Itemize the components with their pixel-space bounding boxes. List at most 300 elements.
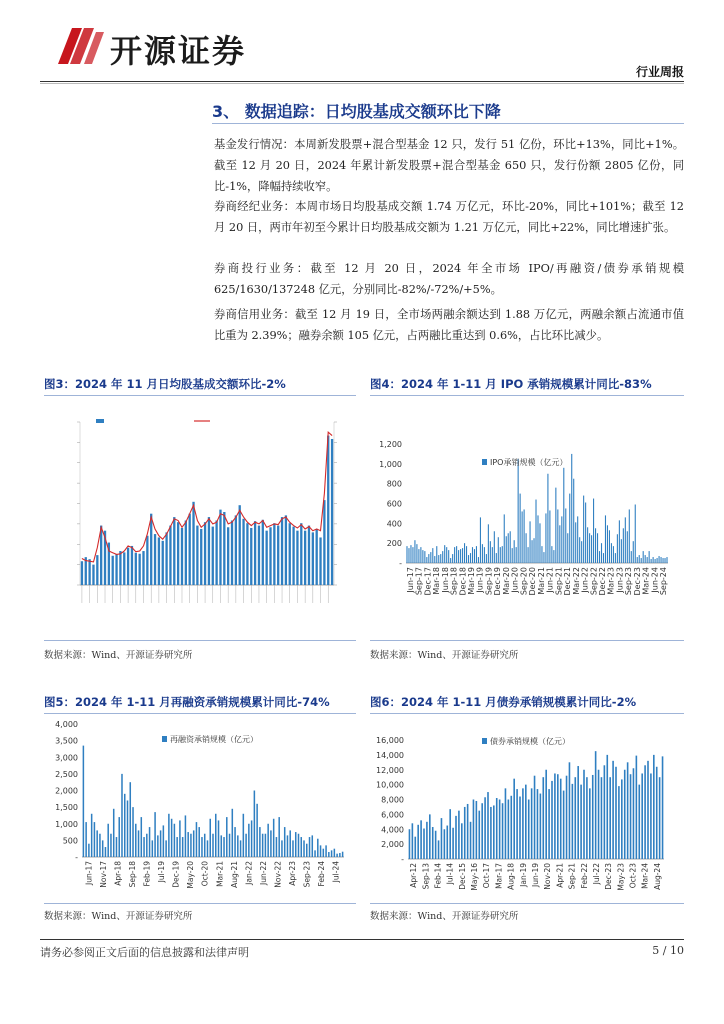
legend-label: IPO承销规模（亿元） — [490, 458, 568, 467]
bar — [110, 834, 112, 857]
x-tick-label: Apr-12 — [409, 863, 419, 888]
bar — [611, 543, 612, 563]
bar — [482, 544, 483, 563]
x-tick-label: Sep-21 — [567, 863, 577, 890]
bar — [132, 807, 134, 857]
bar — [560, 779, 562, 859]
x-tick-label: Aug-24 — [652, 863, 662, 890]
bar — [331, 850, 333, 857]
bar — [566, 776, 568, 859]
bar — [416, 544, 417, 563]
bar — [533, 538, 534, 563]
bar — [426, 557, 427, 563]
bar — [158, 537, 160, 585]
bar — [573, 479, 574, 563]
bar — [193, 830, 195, 857]
fig3-title: 图3：2024 年 11 月日均股基成交额环比-2% — [44, 377, 286, 391]
bar — [192, 502, 194, 585]
bar — [258, 526, 260, 585]
bar — [494, 531, 495, 563]
bar — [292, 527, 294, 585]
x-tick-label: Oct-17 — [482, 863, 492, 889]
bar — [623, 528, 624, 563]
y-tick-label: 3,500 — [55, 736, 78, 746]
bar — [81, 561, 83, 585]
bar — [500, 547, 501, 563]
legend-swatch — [482, 459, 487, 465]
bar — [487, 792, 489, 859]
bar — [490, 807, 492, 859]
bar — [422, 550, 423, 563]
bar — [181, 528, 183, 585]
bar — [171, 819, 173, 857]
bar — [414, 540, 415, 563]
y-tick-label: 600 — [386, 499, 402, 509]
bar — [619, 520, 620, 563]
bar — [423, 829, 425, 859]
bar — [273, 523, 275, 585]
bar — [320, 845, 322, 857]
bar — [656, 767, 658, 859]
x-tick-label: Jun-17 — [84, 861, 94, 885]
bar — [571, 454, 572, 563]
bar — [464, 543, 465, 563]
x-tick-label: Mar-24 — [640, 863, 650, 889]
bar — [276, 837, 278, 857]
x-tick-label: Nov-22 — [273, 861, 283, 888]
bar — [519, 797, 521, 859]
bar — [559, 525, 560, 563]
bar — [409, 829, 411, 859]
y-tick-label: 2,000 — [55, 786, 78, 796]
x-tick-label: Jan-19 — [518, 863, 528, 887]
bar — [502, 546, 503, 563]
bar — [248, 824, 250, 857]
x-tick-label: Mar-18 — [432, 567, 442, 595]
bar — [551, 546, 552, 563]
bar — [534, 776, 536, 859]
bar — [273, 819, 275, 857]
bar — [223, 512, 225, 585]
bar — [306, 844, 308, 857]
bar — [162, 541, 164, 585]
bar — [312, 835, 314, 857]
bar — [601, 777, 603, 859]
y-tick-label: 16,000 — [376, 736, 404, 745]
bar — [476, 801, 478, 859]
x-tick-label: Mar-22 — [571, 567, 581, 595]
bar — [644, 765, 646, 859]
fig6-bottom-line — [370, 903, 684, 904]
bar — [647, 557, 648, 563]
x-tick-label: Sep-17 — [414, 567, 424, 596]
bar — [277, 526, 279, 585]
bar — [300, 523, 302, 585]
bar — [563, 791, 565, 859]
bar — [420, 547, 421, 563]
bar — [412, 823, 414, 859]
y-tick-label: 400 — [386, 519, 402, 529]
y-tick-label: 4,000 — [381, 825, 404, 835]
bar — [196, 526, 198, 585]
bar — [662, 558, 663, 563]
bar — [535, 500, 536, 563]
x-tick-label: Dec-18 — [458, 567, 468, 596]
bar — [226, 817, 228, 857]
bar — [569, 762, 571, 859]
bar — [442, 551, 443, 563]
x-tick-label: Dec-15 — [457, 863, 467, 890]
bar — [323, 849, 325, 857]
y-tick-label: - — [401, 855, 404, 864]
bar — [531, 540, 532, 563]
bar — [304, 531, 306, 585]
footer-disclaimer: 请务必参阅正文后面的信息披露和法律声明 — [40, 946, 249, 959]
bar — [438, 555, 439, 563]
bar — [484, 547, 485, 563]
bar — [589, 533, 590, 563]
bar — [551, 781, 553, 859]
bar — [269, 527, 271, 585]
bar — [295, 832, 297, 857]
fig6-source: 数据来源：Wind、开源证券研究所 — [370, 911, 519, 922]
bar — [540, 794, 542, 859]
fig5-title: 图5：2024 年 1-11 月再融资承销规模累计同比-74% — [44, 695, 330, 709]
bar — [157, 835, 159, 857]
bar — [267, 824, 269, 857]
bar — [235, 515, 237, 585]
y-tick-label: 14,000 — [376, 750, 404, 760]
bar — [591, 535, 592, 563]
bar — [579, 537, 580, 563]
x-tick-label: Apr-18 — [113, 861, 123, 886]
bar — [553, 550, 554, 563]
bar — [316, 529, 318, 585]
bar — [284, 827, 286, 857]
fig6-title: 图6：2024 年 1-11 月债券承销规模累计同比-2% — [370, 695, 637, 709]
bar — [138, 554, 140, 585]
bar — [436, 546, 437, 563]
bar — [245, 834, 247, 857]
bar — [143, 837, 145, 857]
bar — [149, 827, 151, 857]
header-divider — [40, 81, 684, 82]
bar — [185, 815, 187, 857]
bar — [575, 522, 576, 563]
bar — [627, 531, 628, 563]
legend-label: 债券承销规模（亿元） — [490, 737, 570, 746]
x-tick-label: Dec-19 — [171, 861, 181, 888]
bar — [314, 850, 316, 857]
bar — [633, 768, 635, 859]
bar — [237, 835, 239, 857]
paragraph-brokerage: 券商经纪业务：本周市场日均股基成交额 1.74 万亿元，环比-20%，同比+101%；截至 12 月 20 日，两市年初至今累计日均股基成交额为 1.21 万亿元，同比+22%，同比增速扩张。 — [214, 200, 684, 234]
bar — [289, 830, 291, 857]
bar — [251, 820, 253, 857]
bar — [254, 521, 256, 585]
y-tick-label: 4,000 — [55, 720, 78, 729]
header-divider-thin — [40, 83, 684, 84]
bar — [633, 541, 634, 563]
y-tick-label: 3,000 — [55, 753, 78, 763]
x-tick-label: Jun-21 — [545, 567, 555, 593]
x-tick-label: Sep-23 — [302, 861, 312, 888]
x-tick-label: Jun-20 — [510, 567, 520, 593]
bar — [508, 800, 510, 860]
x-tick-label: Mar-17 — [494, 863, 504, 889]
bar — [585, 503, 586, 563]
bar — [613, 546, 614, 563]
bar — [528, 800, 530, 860]
bar — [303, 840, 305, 857]
brand-logo — [58, 24, 288, 68]
bar — [662, 756, 664, 859]
bar — [635, 504, 636, 563]
fig3-chart — [44, 400, 356, 635]
bar — [557, 509, 558, 563]
brand-name: 开源证券 — [110, 32, 247, 70]
x-tick-label: Feb-14 — [433, 863, 443, 889]
x-tick-label: Dec-21 — [563, 567, 573, 596]
bar — [88, 844, 90, 857]
bar — [470, 822, 472, 859]
bar — [223, 837, 225, 857]
bar — [605, 515, 606, 563]
bar — [441, 818, 443, 859]
y-tick-label: 1,000 — [379, 459, 402, 469]
y-tick-label: 1,200 — [379, 440, 402, 449]
bar — [325, 845, 327, 857]
bar — [99, 834, 101, 857]
bar — [615, 553, 616, 563]
x-tick-label: Jun-24 — [650, 567, 660, 593]
bar — [142, 551, 144, 585]
bar — [173, 517, 175, 585]
bar — [426, 822, 428, 859]
x-tick-label: Jul-22 — [591, 863, 601, 885]
bar — [408, 548, 409, 563]
bar — [659, 556, 660, 563]
bar — [522, 788, 524, 859]
bar — [599, 551, 600, 563]
bar — [212, 834, 214, 857]
bar — [598, 770, 600, 859]
bar — [518, 459, 519, 563]
bar — [653, 755, 655, 859]
bar — [141, 817, 143, 857]
bar — [627, 762, 629, 859]
bar — [659, 777, 661, 859]
y-tick-label: 1,000 — [55, 819, 78, 829]
legend-label: 再融资承销规模（亿元） — [170, 735, 258, 744]
bar — [242, 519, 244, 585]
bar — [265, 531, 267, 585]
bar — [514, 540, 515, 563]
bar — [458, 550, 459, 563]
bar — [468, 555, 469, 563]
bar — [328, 852, 330, 857]
fig4-title-line — [370, 395, 684, 396]
bar — [121, 774, 123, 857]
bar — [645, 555, 646, 563]
paragraph-investment-banking: 券商投行业务：截至 12 月 20 日，2024 年全市场 IPO/再融资/债券承销规模 625/1630/137248 亿元，分别同比-82%/-72%/+5%。 — [214, 262, 684, 296]
bar — [215, 520, 217, 585]
bar — [625, 517, 626, 563]
y-tick-label: - — [75, 853, 78, 862]
bar — [621, 539, 622, 563]
bar — [281, 517, 283, 585]
bar — [187, 832, 189, 857]
bar — [160, 830, 162, 857]
bar — [169, 526, 171, 585]
bar — [209, 819, 211, 857]
bar — [438, 840, 440, 859]
bar — [418, 549, 419, 563]
x-tick-label: Oct-23 — [628, 863, 638, 889]
x-tick-label: Jul-24 — [331, 861, 341, 883]
bar — [281, 840, 283, 857]
bar — [85, 822, 87, 857]
bar — [221, 835, 223, 857]
fig3-bottom-line — [44, 640, 356, 641]
x-tick-label: Mar-19 — [467, 567, 476, 595]
bar — [412, 547, 413, 563]
bar — [152, 840, 154, 857]
bar — [557, 774, 559, 859]
bar — [580, 785, 582, 859]
bar — [189, 514, 191, 585]
bar — [448, 550, 449, 563]
bar — [165, 840, 167, 857]
bar — [200, 529, 202, 585]
bar — [414, 837, 416, 859]
bar — [548, 789, 550, 859]
bar — [643, 551, 644, 563]
bar — [207, 840, 209, 857]
bar — [298, 834, 300, 857]
x-tick-label: Jun-18 — [440, 567, 450, 593]
bar — [555, 488, 556, 563]
bar — [617, 534, 618, 563]
bar — [609, 777, 611, 859]
bar — [607, 525, 608, 563]
bar — [577, 766, 579, 859]
bar — [657, 558, 658, 563]
bar — [493, 805, 495, 859]
bar — [510, 796, 512, 859]
bar — [339, 853, 341, 857]
x-tick-label: Feb-22 — [579, 863, 589, 889]
page-number: 5 / 10 — [652, 944, 684, 957]
bar — [317, 839, 319, 857]
bar — [165, 532, 167, 585]
bar — [460, 549, 461, 563]
x-tick-label: Jan-22 — [244, 861, 254, 885]
fig4-title: 图4：2024 年 1-11 月 IPO 承销规模累计同比-83% — [370, 377, 652, 391]
fig4-chart — [370, 430, 684, 635]
bar — [229, 834, 231, 857]
x-tick-label: Mar-21 — [536, 567, 546, 595]
bar — [537, 515, 538, 563]
footer-divider — [40, 939, 684, 940]
fig4-source: 数据来源：Wind、开源证券研究所 — [370, 650, 519, 661]
bar — [609, 530, 610, 563]
bar — [661, 557, 662, 563]
paragraph-credit-business: 券商信用业务：截至 12 月 19 日，全市场两融余额达到 1.88 万亿元，两融余额占流通市值比重为 2.39%；融券余额 105 亿元，占两融比重达到 0.6%，占比环比减少。 — [214, 308, 684, 342]
bar — [234, 827, 236, 857]
x-tick-label: Dec-17 — [423, 567, 433, 596]
bar — [530, 521, 531, 563]
bar — [127, 548, 129, 585]
bar — [430, 552, 431, 563]
bar — [113, 809, 115, 857]
bar — [641, 558, 642, 563]
fig3-source: 数据来源：Wind、开源证券研究所 — [44, 650, 193, 661]
bar — [432, 827, 434, 859]
bar — [629, 509, 630, 563]
bar — [327, 436, 329, 585]
bar — [150, 514, 152, 585]
bar — [537, 789, 539, 859]
bar — [539, 523, 540, 563]
bar — [406, 546, 407, 563]
bar — [118, 817, 120, 857]
bar — [285, 515, 287, 585]
bar — [492, 547, 493, 563]
x-tick-label: Feb-24 — [317, 861, 327, 887]
bar — [480, 517, 481, 563]
bar — [512, 548, 513, 563]
fig6-title-line — [370, 713, 684, 714]
bar — [331, 439, 333, 585]
y-tick-label: - — [399, 559, 402, 568]
bar — [434, 556, 435, 563]
x-tick-label: Sep-20 — [519, 567, 529, 596]
bar — [452, 828, 454, 859]
bar — [542, 777, 544, 859]
bar — [653, 557, 654, 563]
bar — [308, 526, 310, 585]
x-tick-label: Jun-19 — [475, 567, 485, 593]
bar — [190, 834, 192, 857]
bar — [583, 770, 585, 859]
bar — [262, 520, 264, 585]
section-title: 3、 数据追踪：日均股基成交额环比下降 — [212, 102, 501, 121]
bar — [270, 830, 272, 857]
bar — [198, 827, 200, 857]
bar — [618, 786, 620, 859]
bar — [589, 788, 591, 859]
bar — [312, 532, 314, 585]
bar — [424, 551, 425, 563]
x-tick-label: Nov-20 — [543, 863, 553, 890]
bar — [456, 546, 457, 563]
bar — [91, 814, 93, 857]
bar — [262, 834, 264, 857]
fig4-bottom-line — [370, 640, 684, 641]
x-tick-label: Aug-21 — [229, 861, 239, 888]
bar — [323, 500, 325, 585]
bar — [102, 840, 104, 857]
bar — [410, 545, 411, 563]
bar — [446, 826, 448, 859]
bar — [606, 755, 608, 859]
paragraph-fund-issuance: 基金发行情况：本周新发股票+混合型基金 12 只，发行 51 亿份，环比+13%，同比+1%。截至 12 月 20 日，2024 年累计新发股票+混合型基金 650 只，发行份额 2805 亿份，同比-1%，降幅持续收窄。 — [214, 138, 684, 193]
bar — [219, 510, 221, 585]
bar — [256, 804, 258, 857]
bar — [502, 803, 504, 859]
bar — [567, 533, 568, 563]
